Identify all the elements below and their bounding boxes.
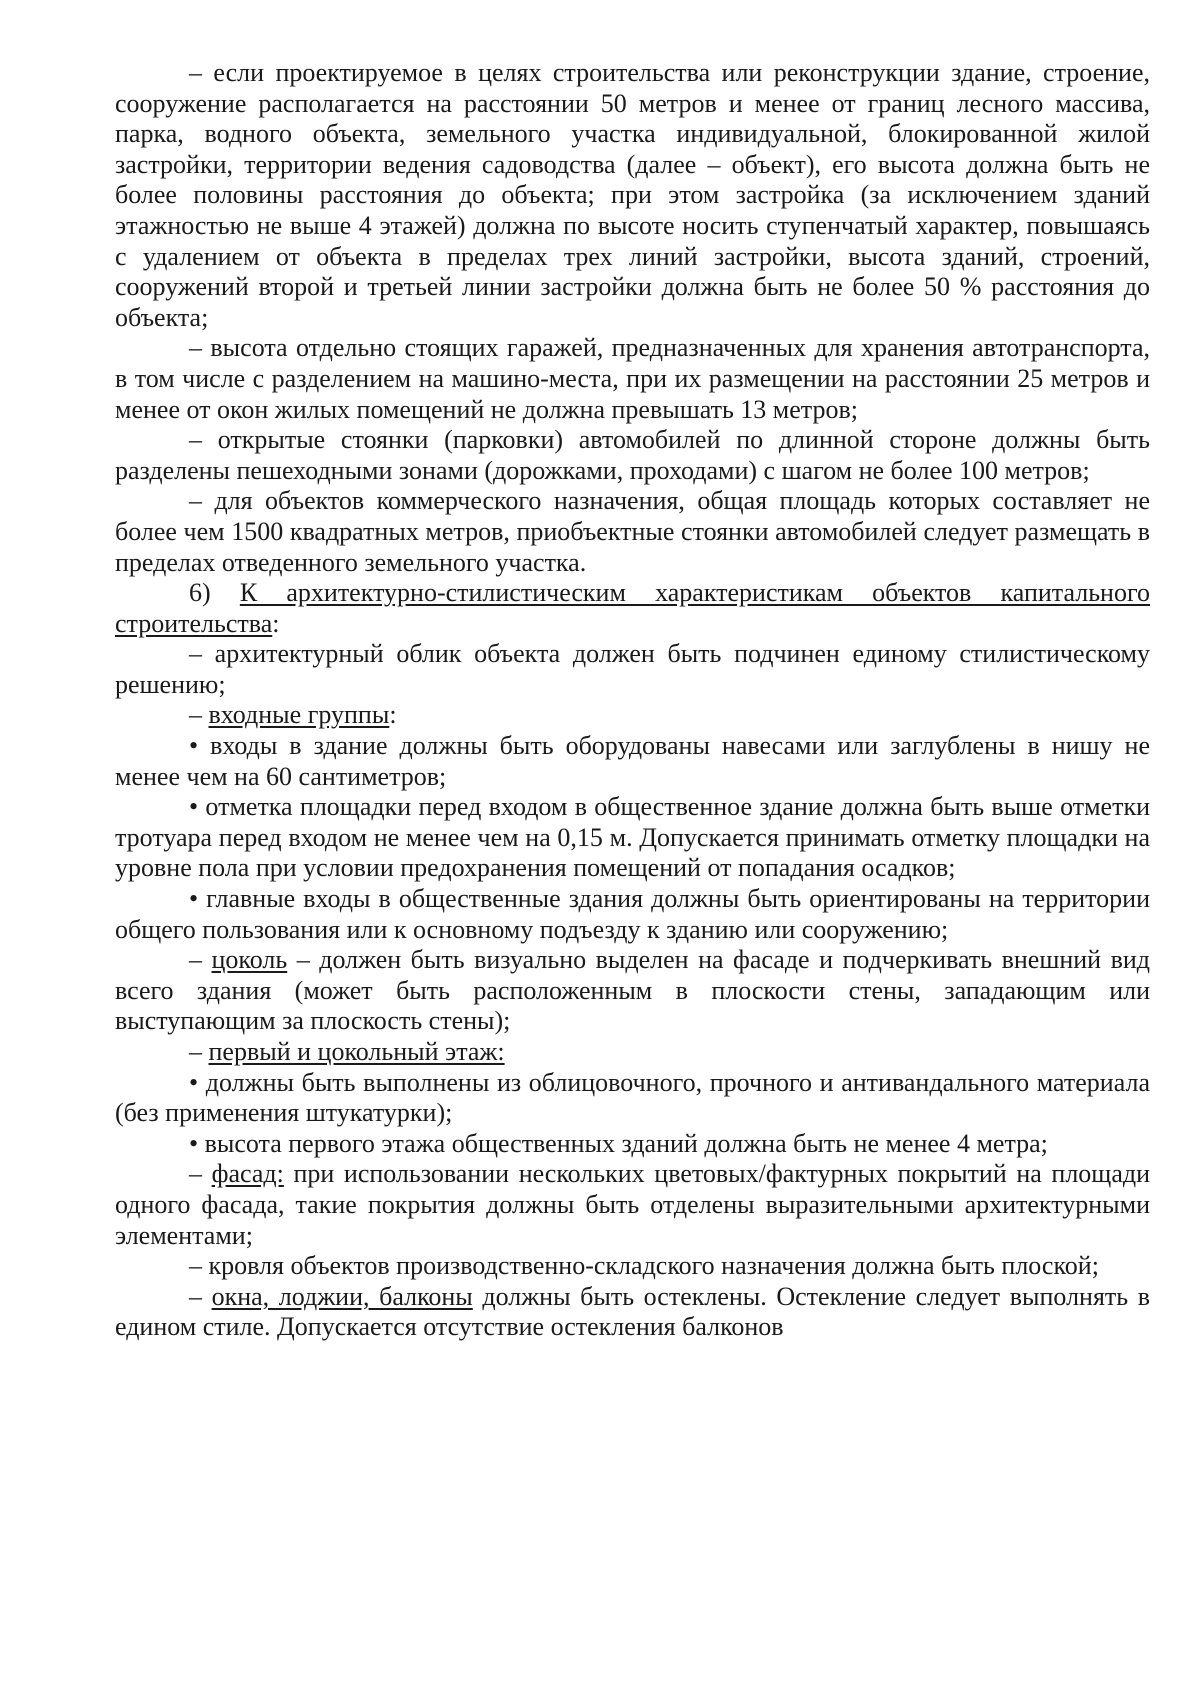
text: – <box>189 700 209 730</box>
text: – <box>189 945 212 975</box>
text: • главные входы в общественные здания должны быть ориентированы на территории общего пользования или к основному подъезду к зданию или сооружению; <box>115 884 1150 944</box>
bullet-entrance-platform-level <box>115 792 1150 884</box>
paragraph-entrance-groups <box>115 700 1150 731</box>
bullet-main-entrances-orientation <box>115 884 1150 945</box>
text: – для объектов коммерческого назначения, общая площадь которых составляет не более чем 1500 квадратных метров, приобъектные стоянки автомобилей следует размещать в пределах отведенного земельного участка. <box>115 486 1150 577</box>
paragraph-garage-height <box>115 333 1150 425</box>
text: • высота первого этажа общественных зданий должна быть не менее 4 метра; <box>189 1128 1048 1158</box>
underlined-text: К архитектурно-стилистическим характеристикам объектов капитального строительства <box>115 578 1150 638</box>
text: – <box>189 1037 209 1066</box>
text: 6) <box>189 578 240 608</box>
paragraph-facade <box>115 1159 1150 1251</box>
underlined-text: окна, лоджии, балконы <box>211 1281 473 1311</box>
text: – должен быть визуально выделен на фасаде и подчеркивать внешний вид всего здания (может быть расположенным в плоскости стены, западающим или выступающим за плоскость стены); <box>115 945 1150 1036</box>
text: – если проектируемое в целях строительства или реконструкции здание, строение, сооружение располагается на расстоянии 50 метров и менее от границ лесного массива, парка, водного объекта, земельного участка индивидуальной, блокированной жилой застройки, территории ведения садоводства (далее – объект), его высота должна быть не более половины расстояния до объекта; при этом застройка (за исключением зданий этажностью не выше 4 этажей) должна по высоте носить ступенчатый характер, повышаясь с удалением от объекта в пределах трех линий застройки, высота зданий, строений, сооружений второй и третьей линии застройки должна быть не более 50 % расстояния до объекта; <box>115 58 1150 332</box>
paragraph-building-height-near-objects <box>115 58 1150 333</box>
text: – <box>189 1159 212 1189</box>
bullet-facing-material <box>115 1068 1150 1129</box>
text: – <box>189 1281 212 1311</box>
underlined-text: первый и цокольный этаж: <box>208 1037 505 1066</box>
paragraph-windows-balconies <box>115 1282 1150 1343</box>
text: – кровля объектов производственно-складского назначения должна быть плоской; <box>189 1251 1099 1281</box>
text: – архитектурный облик объекта должен быть подчинен единому стилистическому решению; <box>115 639 1150 699</box>
document-page <box>115 58 1150 1343</box>
paragraph-plinth <box>115 945 1150 1037</box>
paragraph-open-parking <box>115 425 1150 486</box>
bullet-first-floor-height <box>115 1129 1150 1160</box>
bullet-entrance-canopies <box>115 731 1150 792</box>
underlined-text: входные группы <box>208 700 390 730</box>
text: при использовании нескольких цветовых/фактурных покрытий на площади одного фасада, такие покрытия должны быть отделены выразительными архитектурными элементами; <box>115 1159 1151 1250</box>
text: должны быть остеклены. Остекление следует выполнять в едином стиле. Допускается отсутствие остекления балконов <box>115 1281 1151 1342</box>
text: • отметка площадки перед входом в общественное здание должна быть выше отметки тротуара перед входом не менее чем на 0,15 м. Допускается принимать отметку площадки на уровне пола при условии предохранения помещений от попадания осадков; <box>115 792 1150 883</box>
underlined-text: фасад: <box>211 1159 284 1189</box>
underlined-text: цоколь <box>211 945 288 975</box>
text: – открытые стоянки (парковки) автомобилей по длинной стороне должны быть разделены пешеходными зонами (дорожками, проходами) с шагом не более 100 метров; <box>115 425 1150 485</box>
text: : <box>389 700 397 730</box>
paragraph-architectural-characteristics-heading <box>115 578 1150 639</box>
paragraph-architectural-appearance <box>115 639 1150 700</box>
paragraph-first-and-basement-floor <box>115 1037 1150 1068</box>
paragraph-roof <box>115 1251 1150 1282</box>
text: • входы в здание должны быть оборудованы навесами или заглублены в нишу не менее чем на 60 сантиметров; <box>115 731 1150 791</box>
text: : <box>272 608 280 638</box>
paragraph-commercial-parking <box>115 486 1150 578</box>
text: • должны быть выполнены из облицовочного, прочного и антивандального материала (без применения штукатурки); <box>115 1067 1150 1128</box>
text: – высота отдельно стоящих гаражей, предназначенных для хранения автотранспорта, в том числе с разделением на машино-места, при их размещении на расстоянии 25 метров и менее от окон жилых помещений не должна превышать 13 метров; <box>115 333 1150 424</box>
